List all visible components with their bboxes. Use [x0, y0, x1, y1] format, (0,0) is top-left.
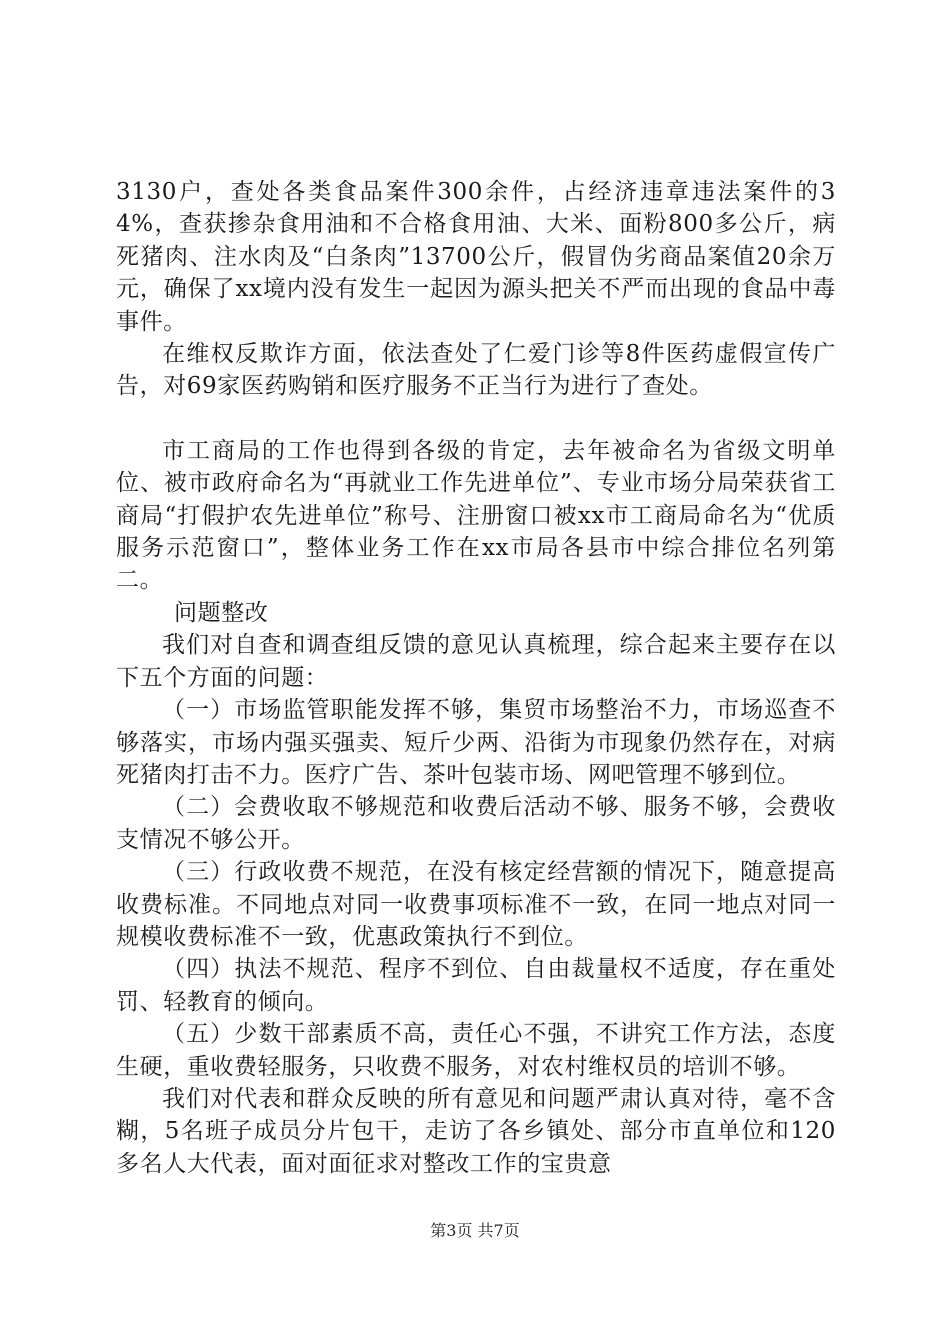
paragraph-recognition: 市工商局的工作也得到各级的肯定，去年被命名为省级文明单位、被市政府命名为“再就业工作先进单位”、专业市场分局荣获省工商局“打假护农先进单位”称号、注册窗口被xx市工商局命名为“优质服务示范窗口”，整体业务工作在xx市局各县市中综合排位名列第二。 [116, 437, 836, 594]
paragraph-problems-intro: 我们对自查和调查组反馈的意见认真梳理，综合起来主要存在以下五个方面的问题： [116, 632, 836, 691]
problem-item-3: （三）行政收费不规范，在没有核定经营额的情况下，随意提高收费标准。不同地点对同一收费事项标准不一致，在同一地点对同一规模收费标准不一致，优惠政策执行不到位。 [116, 859, 836, 950]
problem-item-1: （一）市场监管职能发挥不够，集贸市场整治不力，市场巡查不够落实，市场内强买强卖、短斤少两、沿街为市现象仍然存在，对病死猪肉打击不力。医疗广告、茶叶包装市场、网吧管理不够到位。 [116, 697, 836, 788]
paragraph-rectification: 我们对代表和群众反映的所有意见和问题严肃认真对待，毫不含糊，5名班子成员分片包干，走访了各乡镇处、部分市直单位和120多名人大代表，面对面征求对整改工作的宝贵意 [116, 1085, 836, 1177]
document-body [116, 176, 836, 1180]
section-heading: 问题整改 [174, 599, 269, 626]
problem-item-5: （五）少数干部素质不高，责任心不强，不讲究工作方法，态度生硬，重收费轻服务，只收费不服务，对农村维权员的培训不够。 [116, 1021, 836, 1080]
paragraph-food-safety: 3130户，查处各类食品案件300余件，占经济违章违法案件的34%，查获掺杂食用油和不合格食用油、大米、面粉800多公斤，病死猪肉、注水肉及“白条肉”13700公斤，假冒伪劣商品案值20余万元，确保了xx境内没有发生一起因为源头把关不严而出现的食品中毒事件。 [116, 179, 836, 335]
problem-item-4: （四）执法不规范、程序不到位、自由裁量权不适度，存在重处罚、轻教育的倾向。 [116, 956, 836, 1015]
paragraph-gap [116, 403, 836, 435]
problem-item-2: （二）会费收取不够规范和收费后活动不够、服务不够，会费收支情况不够公开。 [116, 794, 836, 853]
page-number-footer: 第3页 共7页 [430, 1221, 520, 1240]
paragraph-anti-fraud: 在维权反欺诈方面，依法查处了仁爱门诊等8件医药虚假宣传广告，对69家医药购销和医疗服务不正当行为进行了查处。 [116, 341, 836, 400]
